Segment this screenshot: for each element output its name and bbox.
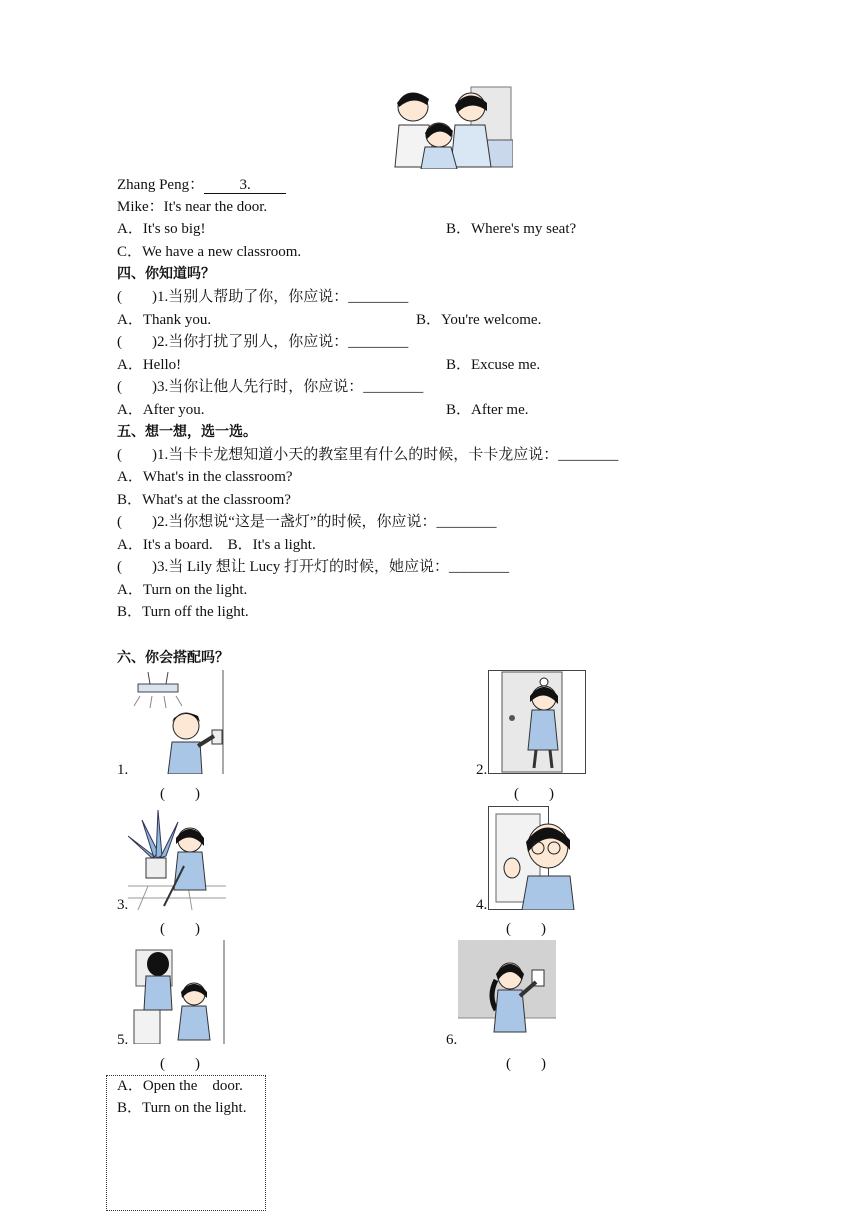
match-answer-2[interactable]: ( ) <box>514 786 554 802</box>
match-label-5: 5. <box>117 1032 129 1048</box>
s5-q1-option-a: A．What's in the classroom? <box>117 469 293 485</box>
answer-blank-3[interactable]: 3. <box>204 177 286 194</box>
s5-q3-option-b: B．Turn off the light. <box>117 604 249 620</box>
boy-switching-light-picture <box>128 670 226 774</box>
s5-question-3: ( )3.当 Lily 想让 Lucy 打开灯的时候，她应说：________ <box>117 559 510 575</box>
s4-q1-option-b: B．You're welcome. <box>416 312 542 328</box>
match-answer-3[interactable]: ( ) <box>160 921 200 937</box>
dialogue-line-mike: Mike：It's near the door. <box>117 199 268 215</box>
children-classroom-illustration <box>381 85 513 169</box>
s4-q1-option-a: A．Thank you. <box>117 312 212 328</box>
speaker-zhang-peng: Zhang Peng： <box>117 177 205 193</box>
option-c: C．We have a new classroom. <box>117 244 302 260</box>
s5-question-2: ( )2.当你想说“这是一盏灯”的时候，你应说：________ <box>117 514 497 530</box>
s4-q2-option-b: B．Excuse me. <box>446 357 541 373</box>
girl-at-door-picture <box>488 670 586 774</box>
s4-question-2: ( )2.当你打扰了别人，你应说：________ <box>117 334 409 350</box>
s4-q3-option-b: B．After me. <box>446 402 529 418</box>
match-answer-1[interactable]: ( ) <box>160 786 200 802</box>
match-answer-5[interactable]: ( ) <box>160 1056 200 1072</box>
s5-q3-option-a: A．Turn on the light. <box>117 582 248 598</box>
box-option-b: B．Turn on the light. <box>117 1100 247 1116</box>
option-a: A．It's so big! <box>117 221 206 237</box>
girl-sweeping-picture <box>128 806 226 910</box>
children-at-window-picture <box>128 940 226 1044</box>
s5-q1-option-b: B．What's at the classroom? <box>117 492 291 508</box>
s4-question-3: ( )3.当你让他人先行时，你应说：________ <box>117 379 424 395</box>
match-label-4: 4. <box>476 897 488 913</box>
man-cleaning-window-picture <box>488 806 586 910</box>
section-5-heading: 五、想一想，选一选。 <box>117 424 257 440</box>
s4-q3-option-a: A．After you. <box>117 402 205 418</box>
s4-question-1: ( )1.当别人帮助了你，你应说：________ <box>117 289 409 305</box>
match-answer-4[interactable]: ( ) <box>506 921 546 937</box>
dialogue-line-zhang-peng <box>117 175 286 195</box>
s5-q2-options: A．It's a board. B．It's a light. <box>117 537 316 553</box>
match-answer-6[interactable]: ( ) <box>506 1056 546 1072</box>
match-label-2: 2. <box>476 762 488 778</box>
match-label-1: 1. <box>117 762 129 778</box>
section-4-heading: 四、你知道吗？ <box>117 266 215 282</box>
match-label-3: 3. <box>117 897 129 913</box>
s4-q2-option-a: A．Hello! <box>117 357 182 373</box>
section-6-heading: 六、你会搭配吗？ <box>117 650 229 666</box>
match-label-6: 6. <box>446 1032 458 1048</box>
box-option-a: A．Open the door. <box>117 1078 243 1094</box>
girl-switching-light-picture <box>458 940 556 1044</box>
option-b: B．Where's my seat? <box>446 221 577 237</box>
s5-question-1: ( )1.当卡卡龙想知道小天的教室里有什么的时候，卡卡龙应说：________ <box>117 447 619 463</box>
